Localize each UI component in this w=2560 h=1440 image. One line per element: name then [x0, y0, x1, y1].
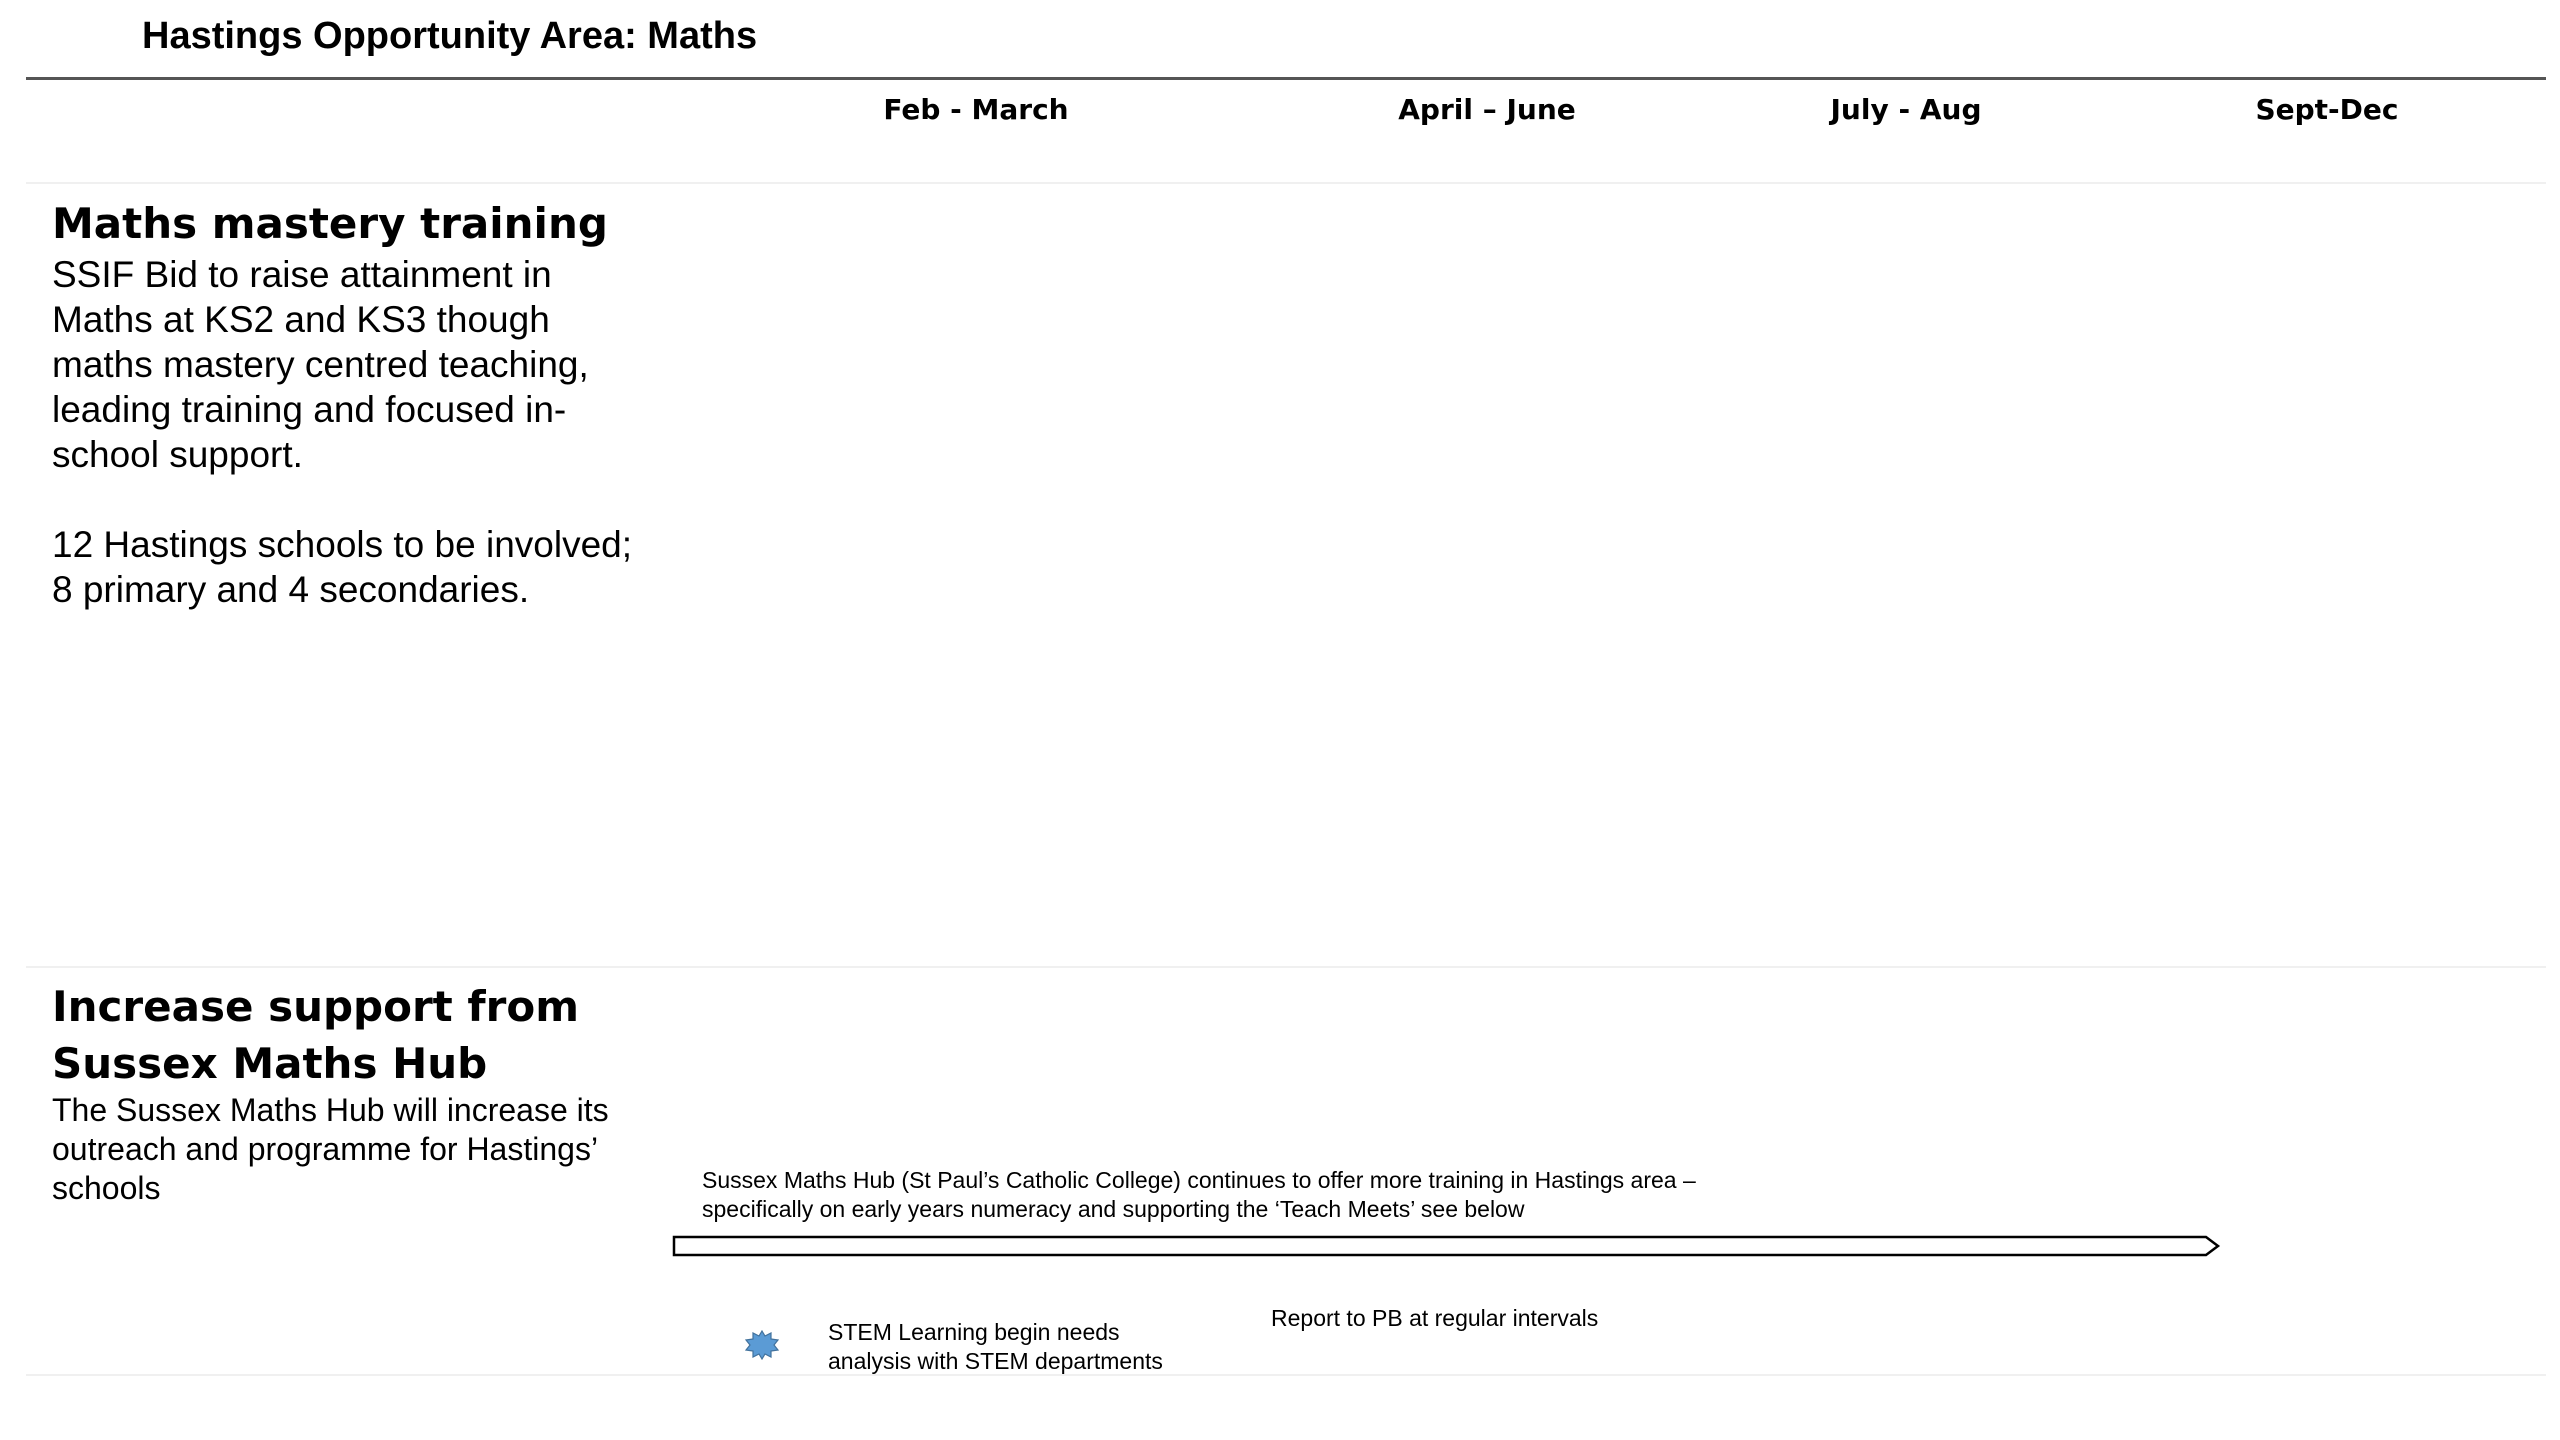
stem-learning-note-line: analysis with STEM departments [828, 1348, 1163, 1374]
arrow-bar-icon [672, 1235, 2222, 1257]
page-title: Hastings Opportunity Area: Maths [142, 15, 758, 57]
column-header-july-aug: July - Aug [1830, 93, 1982, 126]
column-header-feb-march: Feb - March [883, 93, 1069, 126]
section-divider [26, 966, 2546, 968]
section-paragraph: The Sussex Maths Hub will increase its outreach and programme for Hastings’ schools [52, 1092, 609, 1206]
bottom-divider [26, 1374, 2546, 1376]
stem-learning-note-line: STEM Learning begin needs [828, 1319, 1120, 1345]
hub-training-note-line: specifically on early years numeracy and supporting the ‘Teach Meets’ see below [702, 1196, 1525, 1222]
column-header-sept-dec: Sept-Dec [2255, 93, 2399, 126]
section-heading-sussex-maths-hub: Increase support from Sussex Maths Hub [52, 982, 579, 1088]
hub-training-note-line: Sussex Maths Hub (St Paul’s Catholic College) continues to offer more training in Hastings area – [702, 1167, 1696, 1193]
section-body-maths-mastery [52, 252, 652, 612]
stem-learning-note [828, 1318, 1163, 1376]
hub-training-note [702, 1166, 1696, 1224]
star-burst-icon [744, 1330, 780, 1360]
section-paragraph: 12 Hastings schools to be involved; 8 primary and 4 secondaries. [52, 524, 633, 610]
title-rule [26, 77, 2546, 80]
section-paragraph: SSIF Bid to raise attainment in Maths at KS2 and KS3 though maths mastery centred teaching, leading training and focused in-school support. [52, 254, 589, 475]
report-note: Report to PB at regular intervals [1271, 1305, 1599, 1331]
section-body-sussex-maths-hub [52, 1091, 632, 1208]
section-heading-maths-mastery: Maths mastery training [52, 199, 608, 248]
column-header-april-june: April – June [1398, 93, 1576, 126]
header-divider [26, 182, 2546, 184]
